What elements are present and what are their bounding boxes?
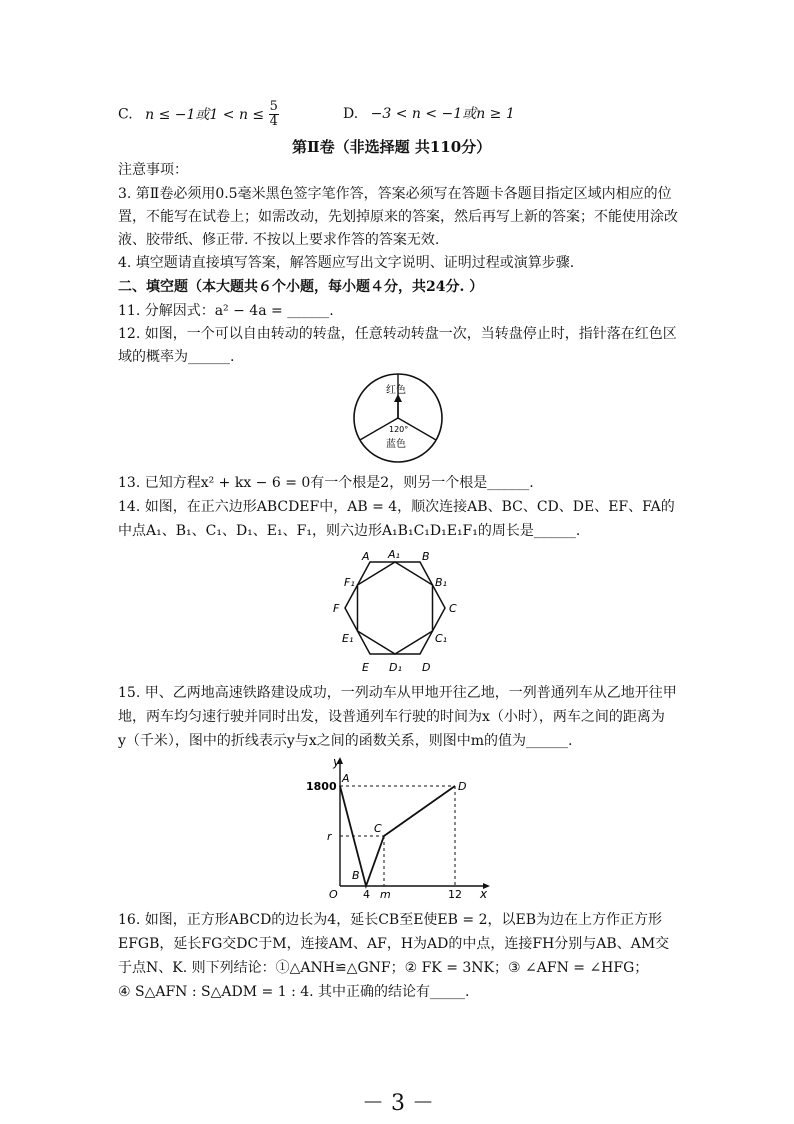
label-E: E <box>362 661 369 674</box>
spinner-red-label: 红色 <box>386 385 406 396</box>
question-14-line1: 14. 如图，在正六边形ABCDEF中，AB = 4，顺次连接AB、BC、CD、DE、EF、FA的 <box>118 499 675 515</box>
question-16-line2: EFGB，延长FG交DC于M，连接AM、AF，H为AD的中点，连接FH分别与AB、AM交 <box>118 936 670 952</box>
note3-line1: 3. 第Ⅱ卷必须用0.5毫米黑色签字笔作答，答案必须写在答题卡各题目指定区域内相应的位 <box>118 186 672 202</box>
graph-x-4: 4 <box>363 888 370 900</box>
note3-line2: 置，不能写在试卷上；如需改动，先划掉原来的答案，然后再写上新的答案；不能使用涂改 <box>118 209 678 225</box>
note3-line3: 液、胶带纸、修正带. 不按以上要求作答的答案无效. <box>118 232 440 248</box>
label-A1: A₁ <box>388 548 400 561</box>
graph-x-12: 12 <box>448 888 462 900</box>
question-15-line2: 地，两车均匀速行驶并同时出发，设普通列车行驶的时间为x（小时），两车之间的距离为 <box>118 709 665 725</box>
graph-y-r: r <box>327 830 332 843</box>
question-14-line2: 中点A₁、B₁、C₁、D₁、E₁、F₁，则六边形A₁B₁C₁D₁E₁F₁的周长是______. <box>118 523 581 539</box>
question-15-line1: 15. 甲、乙两地高速铁路建设成功，一列动车从甲地开往乙地，一列普通列车从乙地开往甲 <box>118 685 677 701</box>
distance-graph <box>300 752 495 900</box>
label-A: A <box>362 550 370 563</box>
label-B1: B₁ <box>435 576 447 589</box>
graph-point-C: C <box>374 822 382 835</box>
label-B: B <box>422 550 430 563</box>
notes-title: 注意事项： <box>118 162 188 178</box>
graph-y-label: y <box>333 755 341 769</box>
question-12-line1: 12. 如图，一个可以自由转动的转盘，任意转动转盘一次，当转盘停止时，指针落在红色区 <box>118 326 677 342</box>
graph-x-m: m <box>380 888 391 900</box>
label-D: D <box>422 661 431 674</box>
outer-hexagon <box>345 562 448 654</box>
inner-hexagon <box>358 562 433 654</box>
note4: 4. 填空题请直接填写答案，解答题应写出文字说明、证明过程或演算步骤. <box>118 255 575 271</box>
graph-point-D: D <box>458 780 467 793</box>
question-15-line3: y（千米），图中的折线表示y与x之间的函数关系，则图中m的值为______. <box>118 733 573 749</box>
option-c-frac-num: 5 <box>269 99 278 114</box>
hexagon-figure <box>330 548 470 678</box>
graph-point-B: B <box>352 869 360 882</box>
option-c-text: n ≤ −1或1 < n ≤ <box>145 106 265 123</box>
option-d-text: −3 < n < −1或n ≥ 1 <box>370 106 515 122</box>
section-title: 第Ⅱ卷（非选择题 共110分） <box>292 138 492 156</box>
label-C1: C₁ <box>435 632 448 645</box>
spinner-angle-label: 120° <box>389 425 409 434</box>
option-c-frac-den: 4 <box>269 114 278 129</box>
question-13: 13. 已知方程x² + kx − 6 = 0有一个根是2，则另一个根是______. <box>118 475 534 491</box>
label-E1: E₁ <box>342 632 354 645</box>
question-11: 11. 分解因式：a² − 4a = ______. <box>118 303 334 319</box>
question-16-line1: 16. 如图，正方形ABCD的边长为4，延长CB至E使EB = 2，以EB为边在上方作正方形 <box>118 912 662 928</box>
question-12-line2: 域的概率为______. <box>118 349 235 365</box>
question-16-line3: 于点N、K. 则下列结论：①△ANH≌△GNF；② FK = 3NK；③ ∠AFN = ∠HFG； <box>118 960 649 976</box>
option-c <box>118 100 279 129</box>
part2-heading: 二、填空题（本大题共６个小题，每小题４分，共24分. ） <box>118 279 484 295</box>
option-d <box>343 104 515 124</box>
graph-y-1800: 1800 <box>306 780 337 793</box>
option-c-fraction <box>269 100 279 129</box>
label-C: C <box>449 602 457 615</box>
page-number: － 3 － <box>362 1091 434 1116</box>
label-F1: F₁ <box>344 576 355 589</box>
graph-origin-label: O <box>329 888 338 900</box>
graph-point-A: A <box>342 772 350 785</box>
spinner-figure <box>348 372 448 464</box>
spinner-blue-label: 蓝色 <box>386 439 406 450</box>
label-F: F <box>333 602 340 615</box>
graph-x-label: x <box>480 887 488 900</box>
option-d-label: D. <box>343 106 359 122</box>
label-D1: D₁ <box>389 661 402 674</box>
option-c-label: C. <box>118 106 133 123</box>
question-16-line4: ④ S△AFN : S△ADM = 1 : 4. 其中正确的结论有_____. <box>118 984 470 1000</box>
